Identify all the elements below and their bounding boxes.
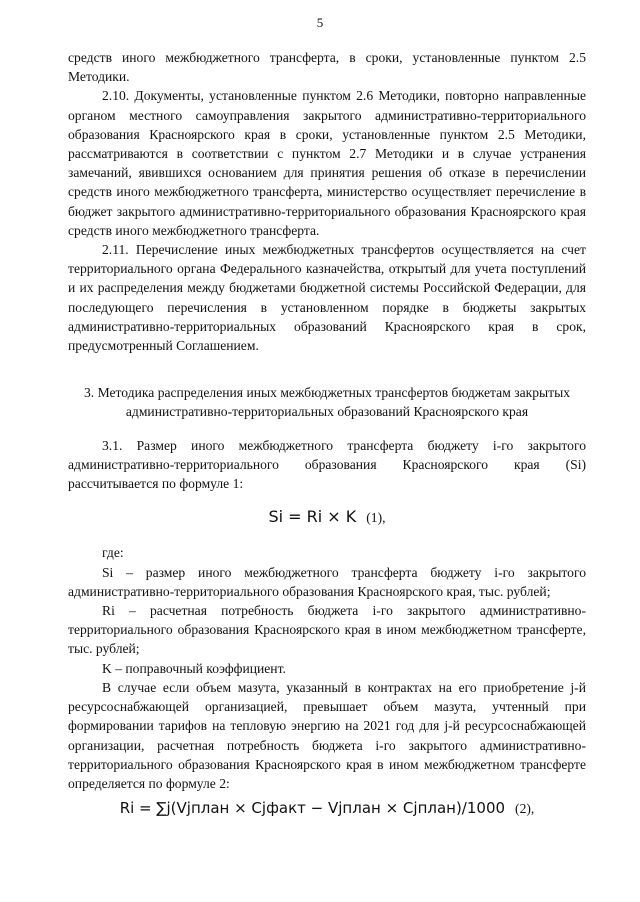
document-body xyxy=(68,48,586,818)
paragraph-3-1: 3.1. Размер иного межбюджетного трансферта бюджету i-го закрытого административно-территориального образования Красноярского края (Si) рассчитывается по формуле 1: xyxy=(68,437,586,492)
section-3-heading: 3. Методика распределения иных межбюджетных трансфертов бюджетам закрытых административно-территориальных образований Красноярского края xyxy=(83,385,571,420)
definition-si: Si – размер иного межбюджетного трансферта бюджету i-го закрытого административно-территориального образования Красноярского края, тыс. рублей; xyxy=(68,564,586,599)
formula-2-number: (2), xyxy=(515,801,535,817)
formula-1-number: (1), xyxy=(366,510,386,526)
paragraph-2-10: 2.10. Документы, установленные пунктом 2.6 Методики, повторно направленные органом местного самоуправления закрытого административно-территориального образования Красноярского края в сроки, установленные пунктом 2.5 Методики, рассматриваются в соответствии с пунктом 2.7 Методики и в случае устранения замечаний, явившихся основанием для принятия решения об отказе в перечислении средств иного межбюджетного трансферта, министерство осуществляет перечисление в бюджет закрытого административно-территориального образования Красноярского края средств иного межбюджетного трансферта. xyxy=(68,88,586,238)
definition-k: K – поправочный коэффициент. xyxy=(102,660,286,676)
formula-2 xyxy=(68,799,586,818)
paragraph-mazut: В случае если объем мазута, указанный в контрактах на его приобретение j-й ресурсоснабжающей организацией, превышает объем мазута, учтенный при формировании тарифов на тепловую энергию на 2021 год для j-й ресурсоснабжающей организации, расчетная потребность бюджета i-го закрытого административно-территориального образования Красноярского края в ином межбюджетном трансферте определяется по формуле 2: xyxy=(68,679,586,791)
formula-1-expression: Si = Ri × K xyxy=(268,507,357,527)
formula-2-expression: Ri = ∑j(Vjплан × Cjфакт − Vjплан × Cjплан)/1000 xyxy=(119,799,506,818)
where-label: где: xyxy=(102,545,124,561)
definition-ri: Ri – расчетная потребность бюджета i-го закрытого административно-территориального образования Красноярского края в ином межбюджетном трансферте, тыс. рублей; xyxy=(68,603,586,657)
page-number: 5 xyxy=(316,15,324,30)
paragraph-2-9-tail: средств иного межбюджетного трансферта, в сроки, установленные пунктом 2.5 Методики. xyxy=(68,50,586,85)
formula-1 xyxy=(68,507,586,527)
paragraph-2-11: 2.11. Перечисление иных межбюджетных трансфертов осуществляется на счет территориального органа Федерального казначейства, открытый для учета поступлений и их распределения между бюджетами бюджетной системы Российской Федерации, для последующего перечисления в установленном порядке в бюджеты закрытых административно-территориальных образований Красноярского края в срок, предусмотренный Соглашением. xyxy=(68,242,586,354)
